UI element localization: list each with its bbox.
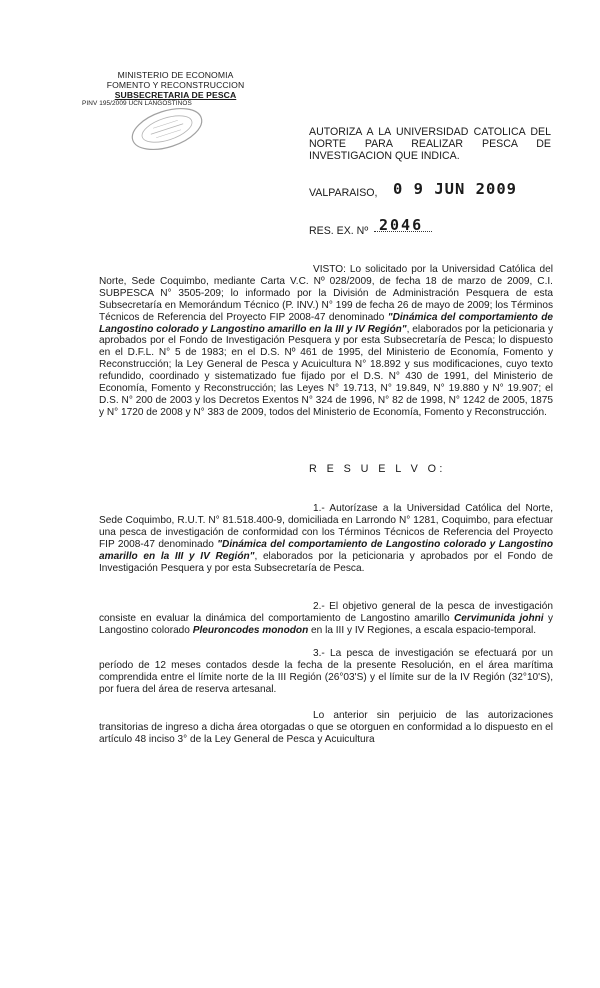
resolution-number: 2046 — [379, 216, 424, 234]
resolution-label: RES. EX. Nº — [309, 225, 369, 237]
city-label: VALPARAISO, — [309, 187, 378, 199]
resuelvo-heading: R E S U E L V O: — [309, 463, 446, 475]
letterhead — [78, 70, 273, 108]
ministry-name: MINISTERIO DE ECONOMIA — [117, 70, 234, 80]
reference-code: PINV 195/2009 UCN LANGOSTINOS — [82, 100, 192, 107]
visto-paragraph: VISTO: Lo solicitado por la Universidad Católica del Norte, Sede Coquimbo, mediante Carta V.C. Nº 028/2009, de fecha 18 de marzo de 2009, C.I. SUBPESCA N° 3505-209; lo informado por la División de Administración Pesquera de esta Subsecretaría en Memorándum Técnico (P. INV.) N° 199 de fecha 26 de mayo de 2009; los Términos Técnicos de Referencia del Proyecto FIP 2008-47 denominado "Dinámica del comportamiento de Langostino colorado y Langostino amarillo en la III y IV Región", elaborados por la peticionaria y aprobados por el Fondo de Investigación Pesquera y por esta Subsecretaría de Pesca; lo dispuesto en el D.F.L. N° 5 de 1983; en el D.S. Nº 461 de 1995, del Ministerio de Economía, Fomento y Reconstrucción; la Ley General de Pesca y Acuicultura N° 18.892 y sus modificaciones, cuyo texto refundido, coordinado y sistematizado fue fijado por el D.S. N° 430 de 1991, del Ministerio de Economía, Fomento y Reconstrucción; las Leyes N° 19.713, N° 19.849, N° 19.880 y N° 19.907; el D.S. N° 200 de 2003 y los Decretos Exentos N° 324 de 1996, N° 82 de 1998, N° 1242 de 2005, 1875 y N° 1720 de 2008 y N° 383 de 2009, todos del Ministerio de Economía, Fomento y Reconstrucción. — [99, 264, 553, 418]
resolution-date: 0 9 JUN 2009 — [393, 180, 517, 198]
visto-lead: VISTO: — [313, 264, 346, 275]
ministry-name-2: FOMENTO Y RECONSTRUCCION — [106, 80, 245, 90]
article-2: 2.- El objetivo general de la pesca de investigación consiste en evaluar la dinámica del comportamiento de Langostino amarillo Cervimunida johni y Langostino colorado Pleuroncodes monodon en la III y IV Regiones, a escala espacio-temporal. — [99, 601, 553, 636]
article-1: 1.- Autorízase a la Universidad Católica del Norte, Sede Coquimbo, R.U.T. N° 81.518.400-9, domiciliada en Larrondo N° 1281, Coquimbo, para efectuar una pesca de investigación de conformidad con los Términos Técnicos de Referencia del Proyecto FIP 2008-47 denominado "Dinámica del comportamiento de Langostino colorado y Langostino amarillo en la III y IV Región", elaborados por la peticionaria y aprobados por el Fondo de Investigación Pesquera y por esta Subsecretaría de Pesca. — [99, 503, 553, 574]
number-underline — [374, 231, 432, 232]
article-3: 3.- La pesca de investigación se efectuará por un período de 12 meses contados desde la fecha de la presente Resolución, en el área marítima comprendida entre el límite norte de la III Región (26°03'S) y el límite sur de la IV Región (32°10'S), por fuera del área de reserva artesanal. — [99, 648, 553, 695]
undersecretary-name: SUBSECRETARIA DE PESCA — [114, 90, 237, 100]
article-3-continuation: Lo anterior sin perjuicio de las autorizaciones transitorias de ingreso a dicha área otorgadas o que se otorguen en conformidad a lo dispuesto en el artículo 48 inciso 3° de la Ley General de Pesca y Acuicultura — [99, 710, 553, 745]
resolution-subject: AUTORIZA A LA UNIVERSIDAD CATOLICA DEL NORTE PARA REALIZAR PESCA DE INVESTIGACION QUE INDICA. — [309, 126, 551, 162]
